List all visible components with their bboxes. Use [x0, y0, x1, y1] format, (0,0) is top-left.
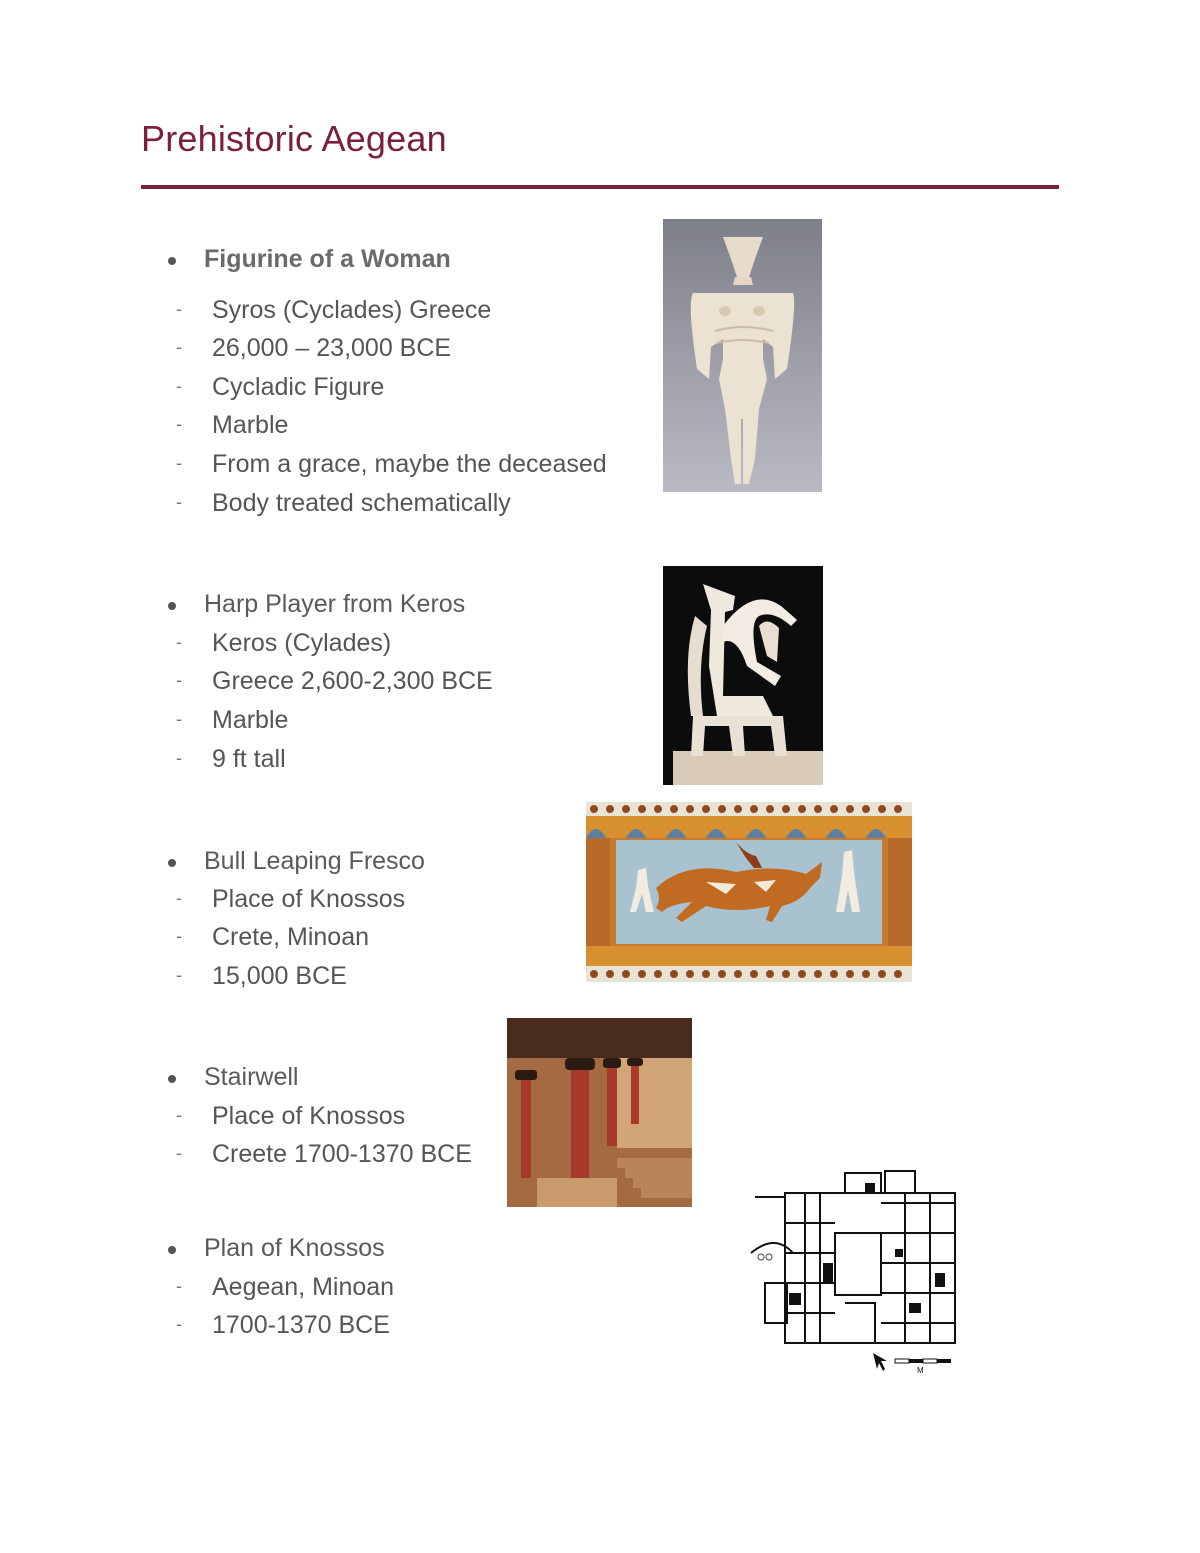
harp-player-image [663, 566, 823, 785]
title-divider [141, 185, 1059, 189]
figurine-image [663, 219, 822, 492]
bullet-icon [168, 1246, 176, 1254]
section-heading: Harp Player from Keros [204, 590, 466, 618]
stairwell-image [507, 1018, 692, 1207]
bull-leaping-fresco-image [586, 802, 912, 982]
bullet-icon [168, 859, 176, 867]
page-title: Prehistoric Aegean [141, 118, 447, 159]
plan-scale-label: M [917, 1366, 924, 1375]
section-heading: Plan of Knossos [204, 1234, 385, 1262]
bullet-icon [168, 602, 176, 610]
section-heading: Bull Leaping Fresco [204, 847, 425, 875]
section-heading: Stairwell [204, 1063, 299, 1091]
bullet-icon [168, 1075, 176, 1083]
bullet-icon [168, 257, 176, 265]
section-heading: Figurine of a Woman [204, 245, 451, 273]
plan-of-knossos-image [745, 1163, 973, 1378]
